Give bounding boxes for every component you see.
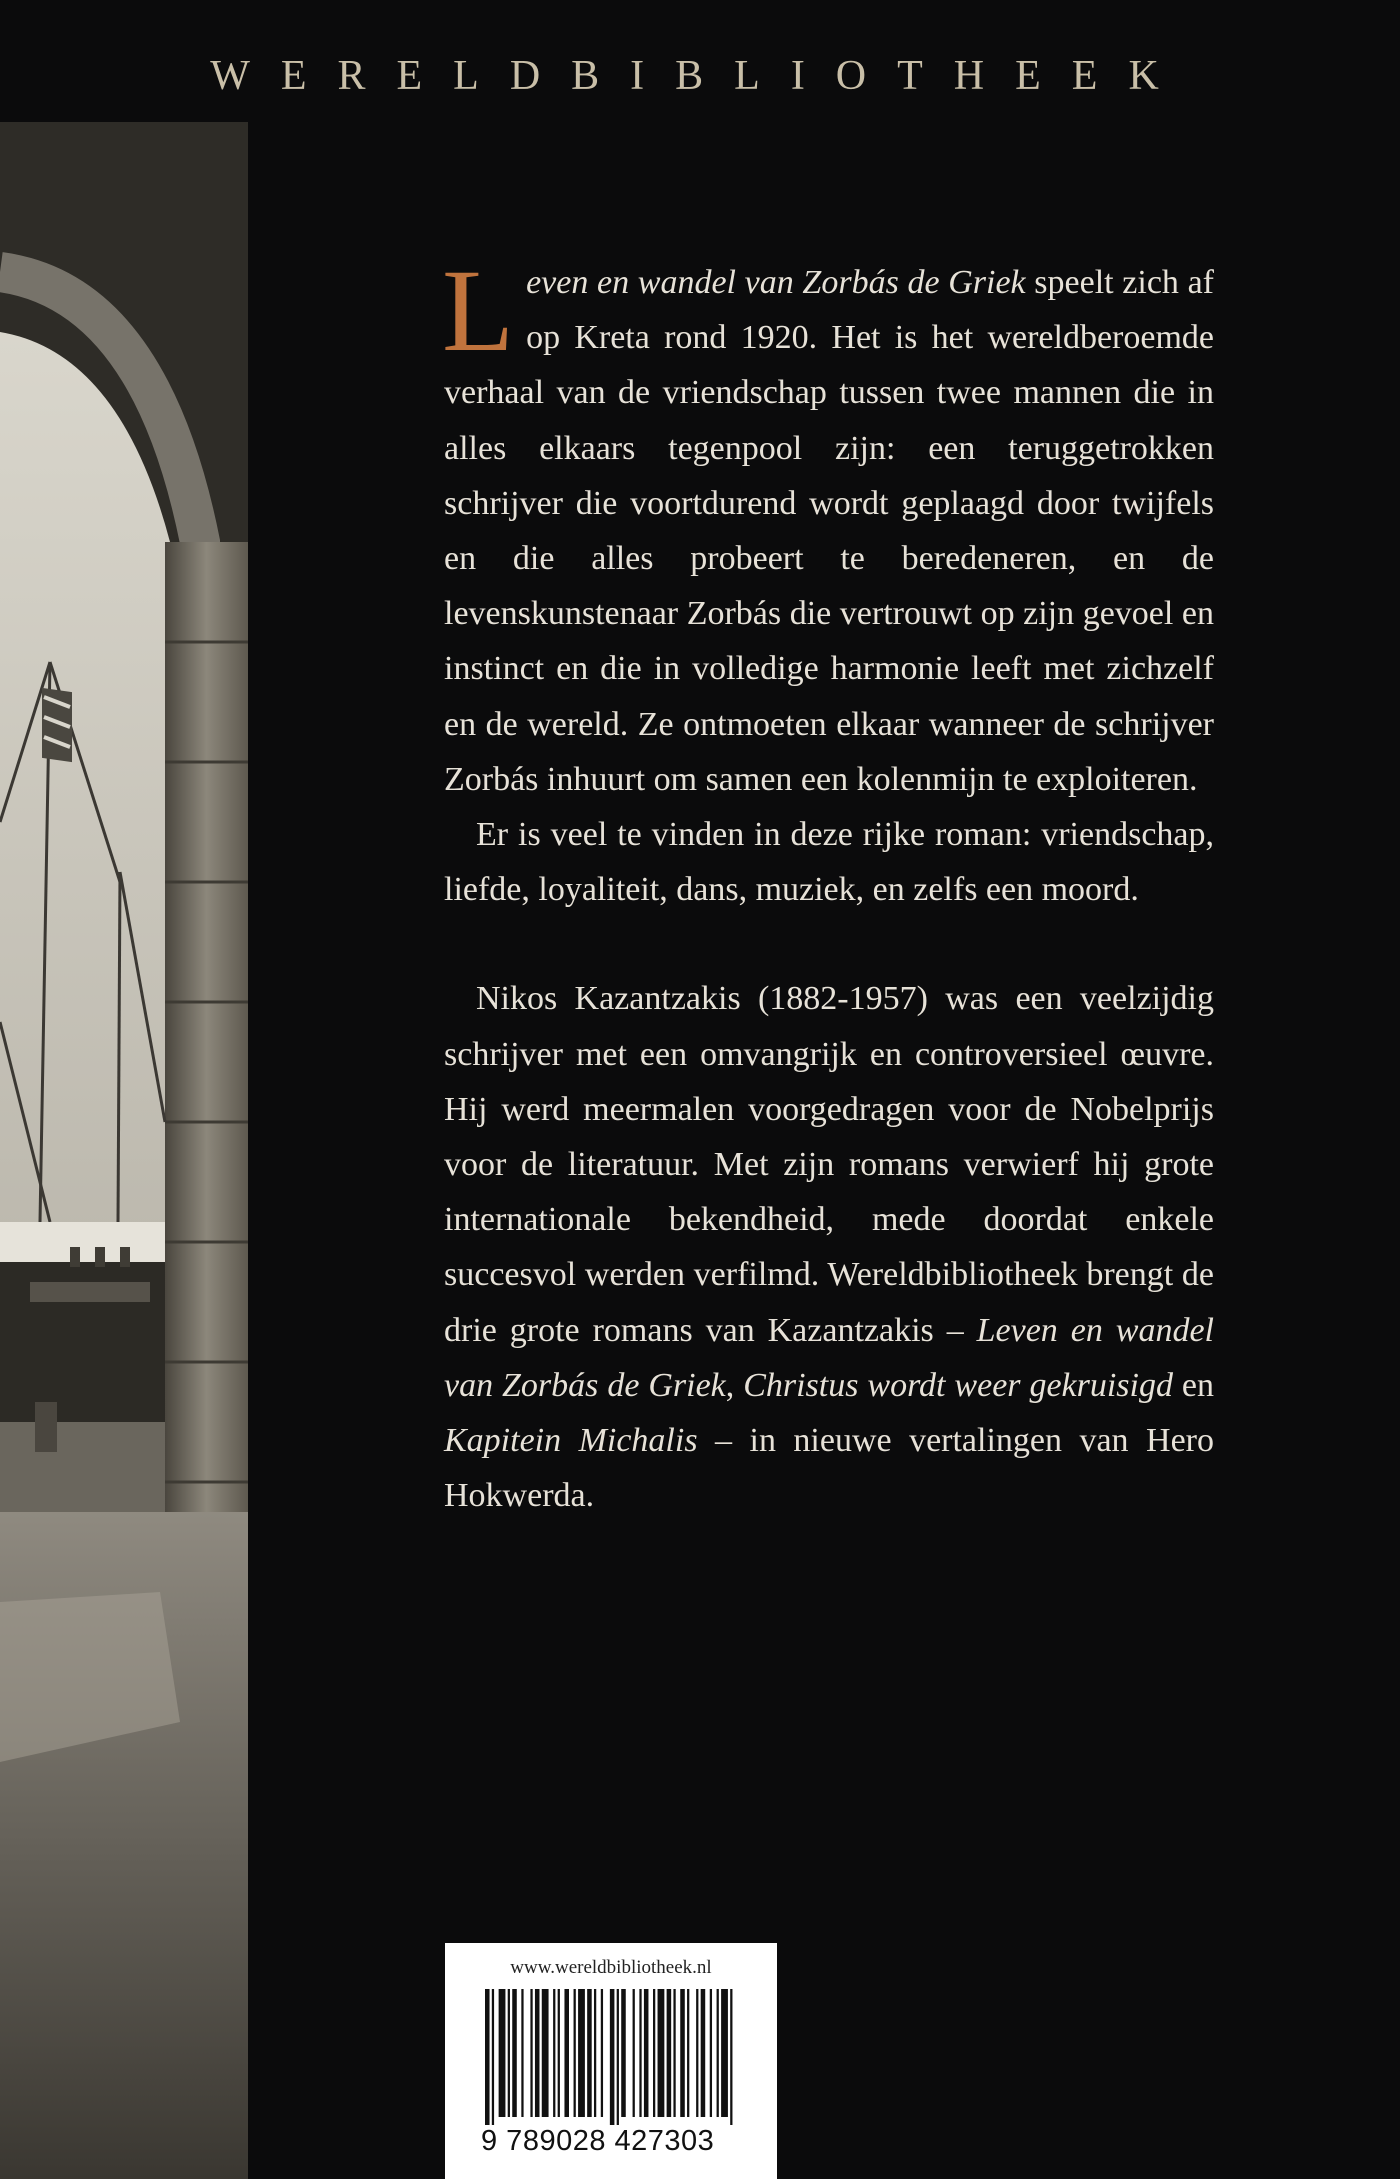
barcode-bar [521, 1989, 523, 2117]
barcode-bar [721, 1989, 728, 2117]
barcode-bar [667, 1989, 672, 2117]
barcode-bar [673, 1989, 675, 2117]
bio-title-3: Kapitein Michalis [444, 1422, 698, 1460]
barcode-bar [594, 1989, 596, 2117]
book-title: even en wandel van Zorbás de Griek [526, 264, 1026, 301]
drop-cap: L [442, 245, 515, 376]
blurb-text-1: speelt zich af op Kreta rond 1920. Het is het wereldberoemde verhaal van de vriendschap tussen twee mannen die in alles elkaars tegenpool zijn: een teruggetrokken schrijver die voortdurend wordt geplaagd door twijfels en die alles probeert te beredeneren, en de levenskunstenaar Zorbás die vertrouwt op zijn gevoel en instinct en die in volledige harmonie leeft met zichzelf en de wereld. Ze ontmoeten elkaar wanneer de schrijver Zorbás inhuurt om samen een kolenmijn te exploiteren. [444, 264, 1214, 798]
barcode-label [445, 1943, 777, 2179]
publisher-name: WERELDBIBLIOTHEEK [210, 53, 1190, 99]
barcode-bar [639, 1989, 641, 2117]
barcode-bar [730, 1989, 732, 2125]
barcode-bar [553, 1989, 555, 2117]
barcode-bar [542, 1989, 549, 2117]
barcode-bar [578, 1989, 585, 2117]
bio-title-2: Christus wordt weer gekruisigd [743, 1366, 1173, 1404]
author-bio-text-b: – in nieuwe vertalingen van Hero Hokwerda. [444, 1422, 1214, 1515]
barcode-bar [587, 1989, 592, 2117]
bio-title-1: Leven en wandel van Zorbás de Griek [444, 1311, 1214, 1404]
author-bio-text-a: Nikos Kazantzakis (1882-1957) was een veelzijdig schrijver met een omvangrijk en controversieel œuvre. Hij werd meermalen voorgedragen voor de Nobelprijs voor de literatuur. Met zijn romans verwierf hij grote internationale bekendheid, mede doordat enkele succesvol werden verfilmd. Wereldbibliotheek brengt de drie grote romans van Kazantzakis – [444, 980, 1214, 1349]
bio-sep-2: en [1172, 1366, 1215, 1404]
barcode-bar [644, 1989, 649, 2117]
blurb-paragraph-2: Er is veel te vinden in deze rijke roman: vriendschap, liefde, loyaliteit, dans, muziek, en zelfs een moord. [444, 816, 1214, 909]
bio-sep-1: , [725, 1366, 744, 1404]
blurb-paragraph-1 [442, 245, 1214, 807]
cover-photo [0, 122, 248, 2179]
barcode-bar [610, 1989, 615, 2125]
barcode-bar [558, 1989, 560, 2117]
barcode-bar [601, 1989, 603, 2117]
barcode-bar [535, 1989, 540, 2117]
barcode-bar [717, 1989, 719, 2117]
barcode-bar [530, 1989, 532, 2117]
barcode-bar [564, 1989, 569, 2117]
barcode-bar [696, 1989, 698, 2117]
barcode-bar [701, 1989, 706, 2117]
barcode-bar [653, 1989, 655, 2117]
barcode-icon [485, 1989, 737, 2125]
barcode-bar [710, 1989, 712, 2117]
barcode-bar [499, 1989, 506, 2117]
author-bio [444, 971, 1214, 1523]
barcode-bar [633, 1989, 635, 2117]
isbn-digits: 9 789028 427303 [481, 2125, 715, 2157]
barcode-bar [508, 1989, 510, 2117]
barcode-bar [512, 1989, 517, 2117]
barcode-bar [574, 1989, 576, 2117]
archway-harbour-illustration [0, 122, 248, 2179]
barcode-bar [492, 1989, 494, 2125]
barcode-bar [621, 1989, 626, 2117]
back-cover-text [442, 245, 1215, 1523]
barcode-bar [687, 1989, 689, 2117]
greek-flag-icon [42, 688, 72, 762]
website-url: www.wereldbibliotheek.nl [510, 1957, 712, 1978]
barcode-bar [658, 1989, 665, 2117]
barcode-bar [680, 1989, 685, 2117]
barcode-bar [485, 1989, 490, 2125]
barcode-bar [617, 1989, 619, 2125]
